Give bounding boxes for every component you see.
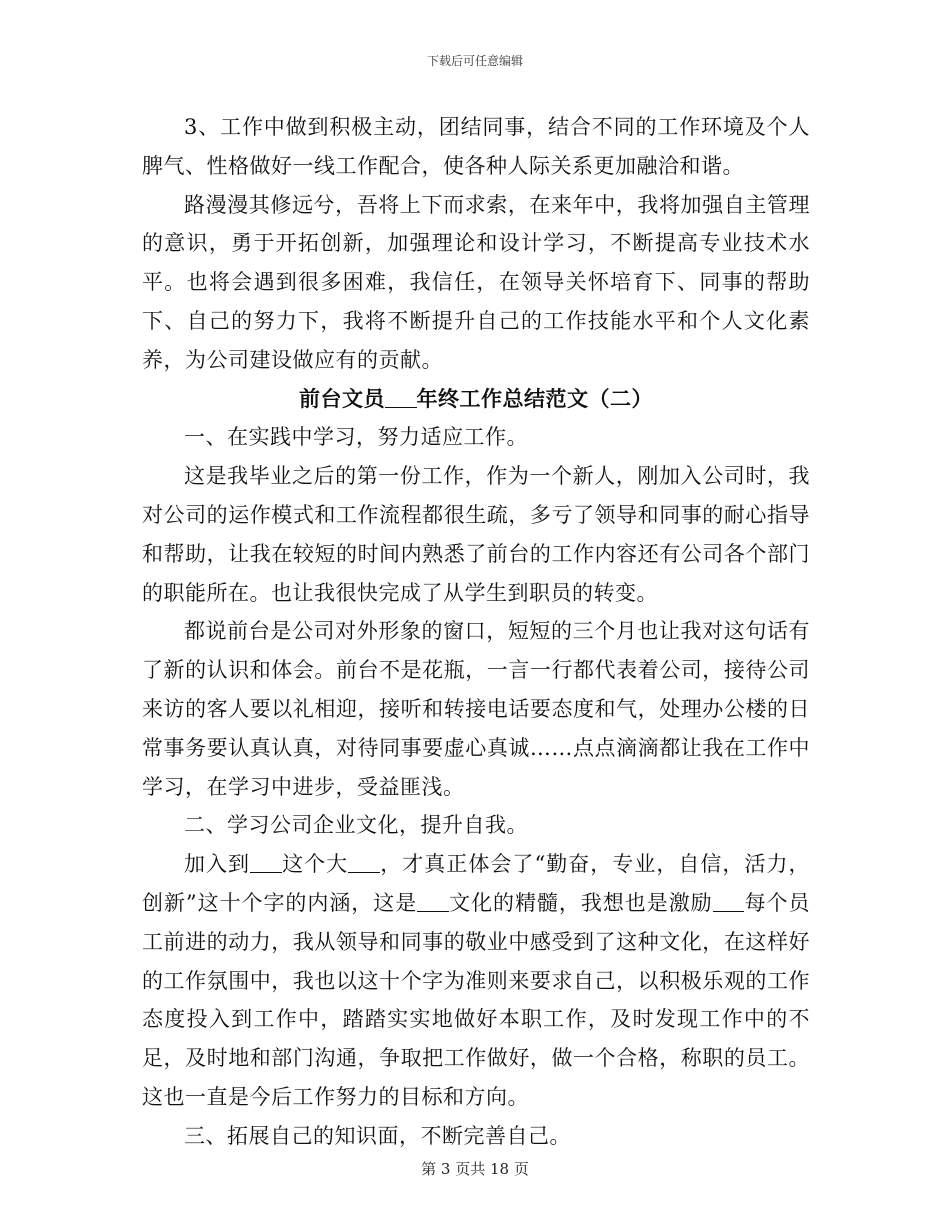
page-header: 下载后可任意编辑 — [426, 54, 523, 68]
subheading-1: 一、在实践中学习，努力适应工作。 — [184, 425, 528, 450]
culture-text-4: 文化的精髓，我想也是激励 — [448, 890, 713, 915]
subheading-3: 三、拓展自己的知识面，不断完善自己。 — [184, 1123, 571, 1148]
paragraph-culture — [142, 845, 810, 1117]
blank-company-3 — [417, 890, 449, 912]
paragraph-closing: 路漫漫其修远兮，吾将上下而求索，在来年中，我将加强自主管理的意识，勇于开拓创新，加强理论和设计学习，不断提高专业技术水平。也将会遇到很多困难，我信任，在领导关怀培育下、同事的帮助下、自己的努力下，我将不断提升自己的工作技能水平和个人文化素养，为公司建设做应有的贡献。 — [142, 192, 810, 372]
culture-text-3: ，才真正体会了“勤奋，专业，自信，活力，创新”这十个字的内涵，这是 — [142, 852, 811, 915]
title-blank — [385, 386, 417, 408]
culture-text-1: 加入到 — [184, 852, 251, 877]
blank-company-2 — [348, 851, 380, 873]
paragraph-front-desk: 都说前台是公司对外形象的窗口，短短的三个月也让我对这句话有了新的认识和体会。前台不是花瓶，一言一行都代表着公司，接待公司来访的客人要以礼相迎，接听和转接电话要态度和气，处理办公楼的日常事务要认真认真，对待同事要虚心真诚……点点滴滴都让我在工作中学习，在学习中进步，受益匪浅。 — [142, 619, 810, 799]
culture-text-2: 这个大 — [281, 852, 349, 877]
section-title — [142, 380, 810, 419]
blank-company-4 — [713, 890, 745, 912]
document-body — [142, 108, 810, 1156]
title-part-1: 前台文员 — [299, 385, 385, 411]
title-part-2: 年终工作总结范文（二） — [416, 385, 653, 411]
blank-company-1 — [250, 851, 282, 873]
paragraph-first-job: 这是我毕业之后的第一份工作，作为一个新人，刚加入公司时，我对公司的运作模式和工作流程都很生疏，多亏了领导和同事的耐心指导和帮助，让我在较短的时间内熟悉了前台的工作内容还有公司各个部门的职能所在。也让我很快完成了从学生到职员的转变。 — [142, 464, 810, 605]
page-number: 第 3 页共 18 页 — [421, 1160, 529, 1178]
subheading-2: 二、学习公司企业文化，提升自我。 — [184, 813, 528, 838]
paragraph-item-3: 3、工作中做到积极主动，团结同事，结合不同的工作环境及个人脾气、性格做好一线工作配合，使各种人际关系更加融洽和谐。 — [142, 115, 810, 178]
culture-text-5: 每个员工前进的动力，我从领导和同事的敬业中感受到了这种文化，在这样好的工作氛围中，我也以这十个字为准则来要求自己，以积极乐观的工作态度投入到工作中，踏踏实实地做好本职工作，及时发现工作中的不足，及时地和部门沟通，争取把工作做好，做一个合格，称职的员工。这也一直是今后工作努力的目标和方向。 — [142, 890, 811, 1109]
